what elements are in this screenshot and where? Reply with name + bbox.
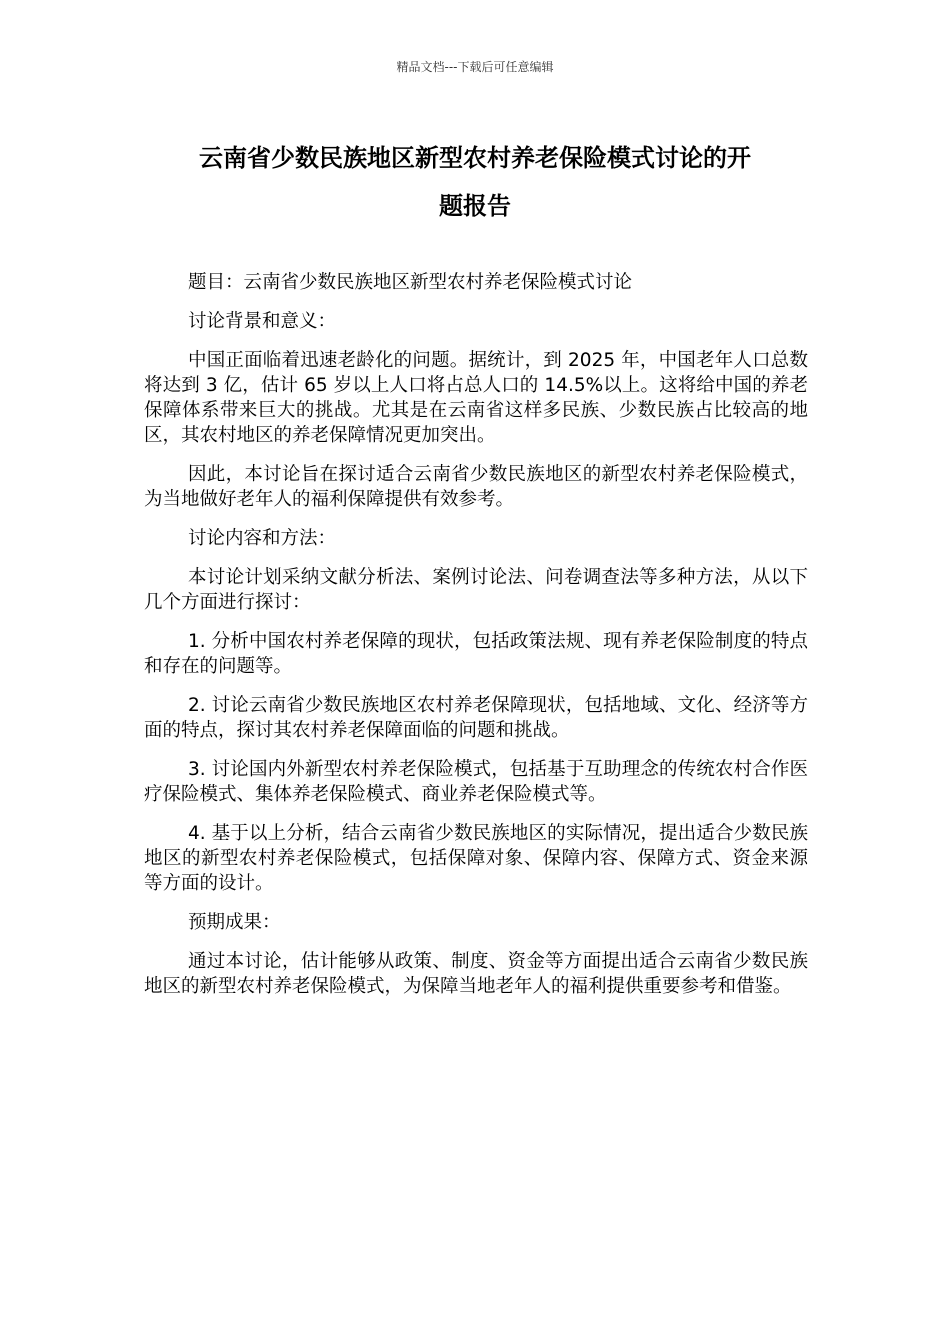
title-line-2: 题报告 [439, 192, 511, 220]
topic-paragraph: 题目：云南省少数民族地区新型农村养老保险模式讨论 [188, 272, 633, 293]
list-item-2: 2. 讨论云南省少数民族地区农村养老保障现状，包括地域、文化、经济等方面的特点，探讨其农村养老保障面临的问题和挑战。 [144, 695, 808, 741]
methods-heading: 讨论内容和方法： [188, 528, 337, 549]
title-line-1: 云南省少数民族地区新型农村养老保险模式讨论的开 [199, 144, 751, 172]
purpose-paragraph: 因此，本讨论旨在探讨适合云南省少数民族地区的新型农村养老保险模式，为当地做好老年人的福利保障提供有效参考。 [144, 464, 808, 510]
header-note: 精品文档---下载后可任意编辑 [396, 60, 554, 74]
document-body [144, 270, 808, 1013]
outcomes-paragraph: 通过本讨论，估计能够从政策、制度、资金等方面提出适合云南省少数民族地区的新型农村养老保险模式，为保障当地老年人的福利提供重要参考和借鉴。 [144, 951, 808, 997]
list-item-3: 3. 讨论国内外新型农村养老保险模式，包括基于互助理念的传统农村合作医疗保险模式、集体养老保险模式、商业养老保险模式等。 [144, 759, 808, 805]
outcomes-heading: 预期成果： [188, 912, 281, 933]
list-item-4: 4. 基于以上分析，结合云南省少数民族地区的实际情况，提出适合少数民族地区的新型农村养老保险模式，包括保障对象、保障内容、保障方式、资金来源等方面的设计。 [144, 823, 808, 894]
methods-paragraph: 本讨论计划采纳文献分析法、案例讨论法、问卷调查法等多种方法，从以下几个方面进行探讨： [144, 567, 808, 613]
document-title [138, 134, 812, 230]
background-heading: 讨论背景和意义： [188, 311, 337, 332]
background-paragraph: 中国正面临着迅速老龄化的问题。据统计，到 2025 年，中国老年人口总数将达到 3 亿，估计 65 岁以上人口将占总人口的 14.5%以上。这将给中国的养老保障体系带来巨大的挑战。尤其是在云南省这样多民族、少数民族占比较高的地区，其农村地区的养老保障情况更加突出。 [144, 350, 808, 446]
list-item-1: 1. 分析中国农村养老保障的现状，包括政策法规、现有养老保险制度的特点和存在的问题等。 [144, 631, 808, 677]
